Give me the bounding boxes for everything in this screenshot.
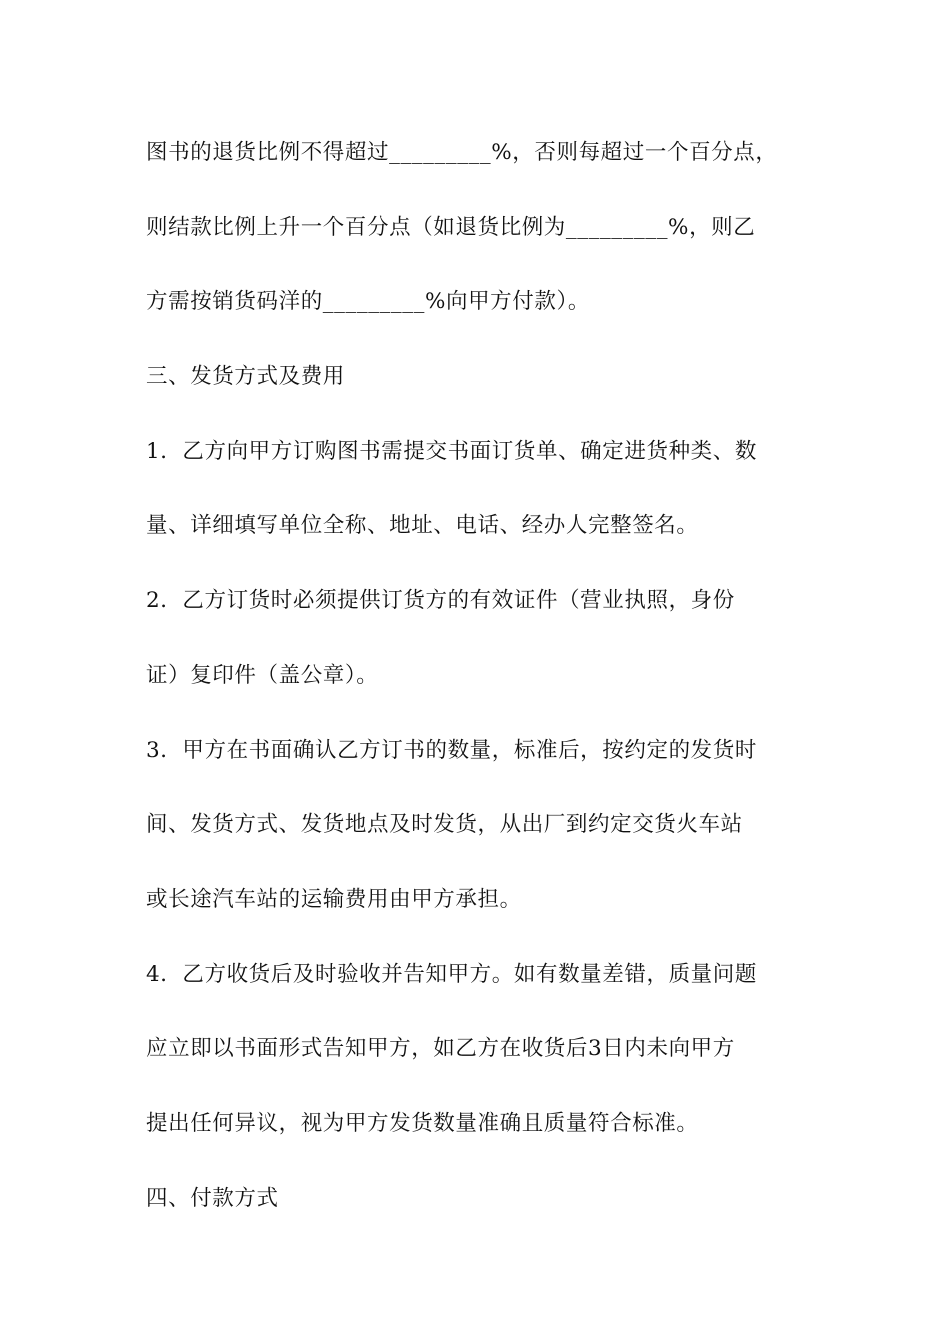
payment-ratio-line: 方需按销货码洋的_________%向甲方付款）。 [146,289,590,315]
clause-3-line-2: 间、发货方式、发货地点及时发货，从出厂到约定交货火车站 [146,812,743,838]
clause-2-line-2: 证）复印件（盖公章）。 [146,662,379,688]
clause-4-line-1: 4．乙方收货后及时验收并告知甲方。如有数量差错，质量问题 [146,961,757,987]
clause-3-line-3: 或长途汽车站的运输费用由甲方承担。 [146,886,522,912]
section-heading-shipping: 三、发货方式及费用 [146,364,345,390]
settlement-ratio-line: 则结款比例上升一个百分点（如退货比例为_________%，则乙 [146,214,756,240]
contract-text [146,130,826,1250]
clause-4-line-2: 应立即以书面形式告知甲方，如乙方在收货后3日内未向甲方 [146,1036,735,1062]
section-heading-payment: 四、付款方式 [146,1185,279,1211]
clause-3-line-1: 3．甲方在书面确认乙方订书的数量，标准后，按约定的发货时 [146,737,757,763]
clause-4-line-3: 提出任何异议，视为甲方发货数量准确且质量符合标准。 [146,1110,699,1136]
clause-1-line-1: 1．乙方向甲方订购图书需提交书面订货单、确定进货种类、数 [146,438,757,464]
clause-2-line-1: 2．乙方订货时必须提供订货方的有效证件（营业执照，身份 [146,588,735,614]
return-ratio-line: 图书的退货比例不得超过_________%，否则每超过一个百分点， [146,140,778,165]
clause-1-line-2: 量、详细填写单位全称、地址、电话、经办人完整签名。 [146,513,699,539]
